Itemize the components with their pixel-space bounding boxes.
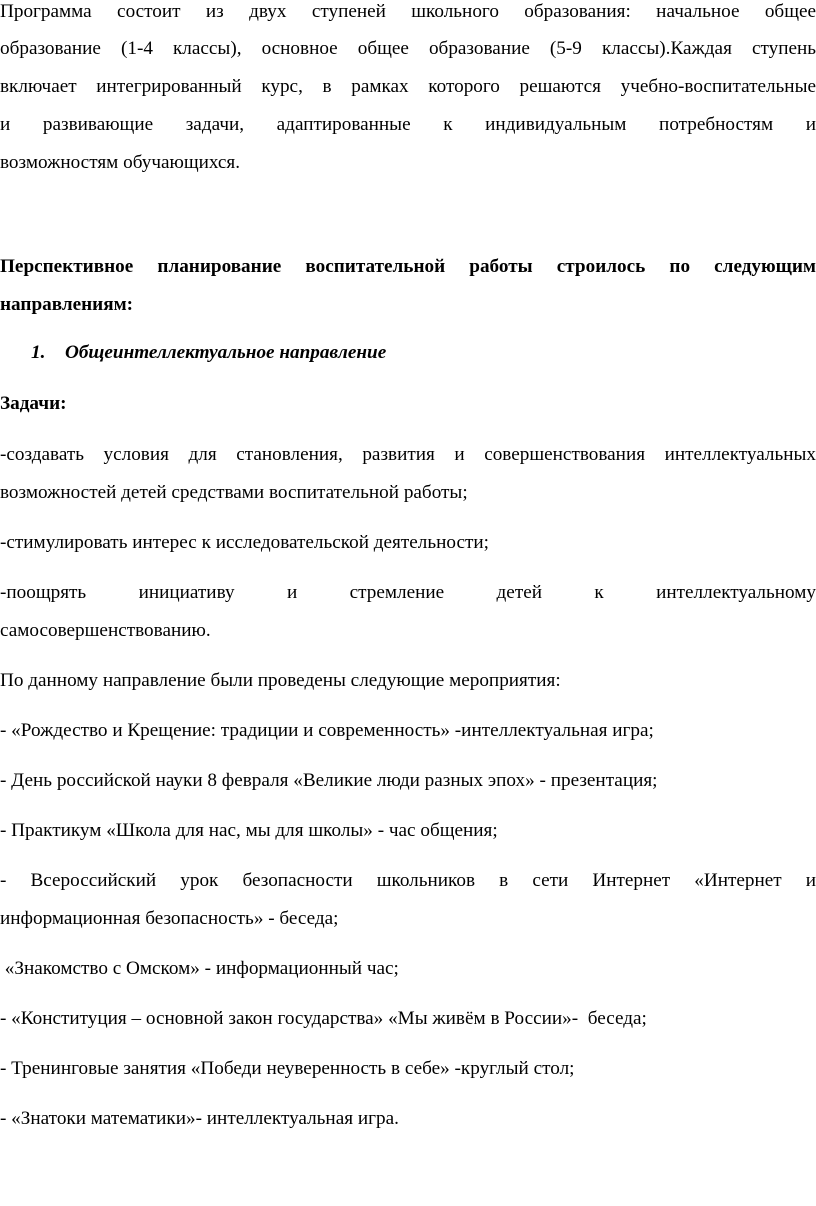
event-item-8: - «Знатоки математики»- интеллектуальная игра. — [0, 1108, 399, 1129]
events-intro: По данному направление были проведены следующие мероприятия: — [0, 670, 561, 691]
event-item-2: - День российской науки 8 февраля «Великие люди разных эпох» - презентация; — [0, 770, 658, 791]
task-1-line-2: возможностей детей средствами воспитательной работы; — [0, 482, 468, 503]
event-item-1: - «Рождество и Крещение: традиции и современность» -интеллектуальная игра; — [0, 720, 654, 741]
subsection-title-text: Общеинтеллектуальное направление — [64, 342, 387, 363]
task-2: -стимулировать интерес к исследовательской деятельности; — [0, 532, 489, 553]
section-heading-line-2: направлениям: — [0, 294, 134, 315]
intro-line-2: образование (1-4 классы), основное общее образование (5-9 классы).Каждая ступень — [0, 38, 816, 59]
intro-line-1: Программа состоит из двух ступеней школьного образования: начальное общее — [0, 1, 816, 22]
event-item-4-line-2: информационная безопасность» - беседа; — [0, 908, 339, 929]
section-heading-line-1: Перспективное планирование воспитательной работы строилось по следующим — [0, 256, 816, 277]
subsection-title — [31, 341, 816, 365]
task-3-line-2: самосовершенствованию. — [0, 620, 211, 641]
task-1-line-1: -создавать условия для становления, развития и совершенствования интеллектуальных — [0, 444, 816, 465]
event-item-7: - Тренинговые занятия «Победи неуверенность в себе» -круглый стол; — [0, 1058, 575, 1079]
event-item-4-line-1: - Всероссийский урок безопасности школьников в сети Интернет «Интернет и — [0, 870, 816, 891]
event-item-5: «Знакомство с Омском» - информационный час; — [0, 958, 399, 979]
intro-line-5: возможностям обучающихся. — [0, 152, 241, 173]
event-item-6: - «Конституция – основной закон государства» «Мы живём в России»- беседа; — [0, 1008, 647, 1029]
task-3-line-1: -поощрять инициативу и стремление детей к интеллектуальному — [0, 582, 816, 603]
intro-line-4: и развивающие задачи, адаптированные к индивидуальным потребностям и — [0, 114, 816, 135]
intro-line-3: включает интегрированный курс, в рамках которого решаются учебно-воспитательные — [0, 76, 816, 97]
event-item-3: - Практикум «Школа для нас, мы для школы» - час общения; — [0, 820, 498, 841]
tasks-label: Задачи: — [0, 393, 67, 414]
subsection-number: 1. — [31, 342, 46, 363]
